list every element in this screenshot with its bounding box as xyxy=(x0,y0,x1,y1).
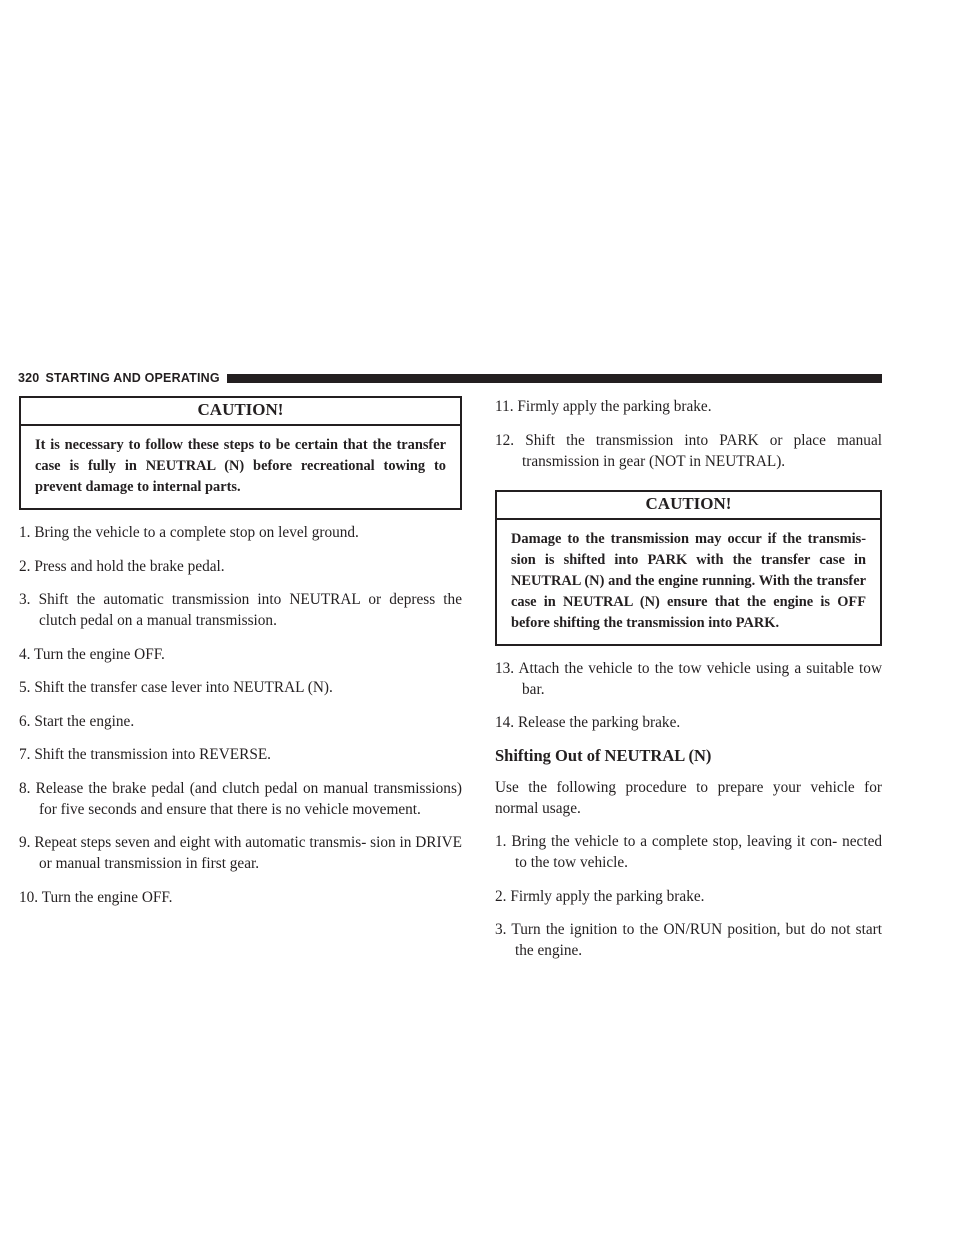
list-item: 3. Turn the ignition to the ON/RUN position, but do not start the engine. xyxy=(495,921,882,959)
section-heading: Shifting Out of NEUTRAL (N) xyxy=(495,745,712,765)
list-item: 1. Bring the vehicle to a complete stop, leaving it con- nected to the tow vehicle. xyxy=(495,833,883,871)
list-item: 14. Release the parking brake. xyxy=(495,714,681,731)
list-item: 7. Shift the transmission into REVERSE. xyxy=(19,746,271,763)
list-item: 8. Release the brake pedal (and clutch pedal on manual transmissions) for five seconds and ensure that there is no vehicle movement. xyxy=(19,779,463,818)
intro-paragraph: Use the following procedure to prepare your vehicle for normal usage. xyxy=(495,778,882,817)
section-title: STARTING AND OPERATING xyxy=(45,371,220,385)
right-column xyxy=(495,396,882,974)
caution-text: Damage to the transmission may occur if the transmis- sion is shifted into PARK with the transfer case in NEUTRAL (N) and the engine running. With the transfer case in NEUTRAL (N) ensure that the engine is OFF before shifting the transmission into PARK. xyxy=(511,530,866,631)
list-item: 4. Turn the engine OFF. xyxy=(19,645,165,663)
step-list xyxy=(495,831,882,961)
left-column xyxy=(19,396,462,920)
list-item: 13. Attach the vehicle to the tow vehicle using a suitable tow bar. xyxy=(495,659,883,698)
list-item: 11. Firmly apply the parking brake. xyxy=(495,398,712,415)
caution-box xyxy=(495,490,882,646)
list-item: 1. Bring the vehicle to a complete stop on level ground. xyxy=(19,524,359,541)
caution-box xyxy=(19,396,462,510)
caution-title: CAUTION! xyxy=(21,398,460,426)
list-item: 2. Firmly apply the parking brake. xyxy=(495,887,705,905)
list-item: 5. Shift the transfer case lever into NEUTRAL (N). xyxy=(19,679,333,696)
list-item: 6. Start the engine. xyxy=(19,712,135,730)
list-item: 3. Shift the automatic transmission into NEUTRAL or depress the clutch pedal on a manual transmission. xyxy=(19,591,462,629)
list-item: 9. Repeat steps seven and eight with automatic transmis- sion in DRIVE or manual transmission in first gear. xyxy=(19,834,462,872)
header-rule xyxy=(227,374,882,383)
caution-text: It is necessary to follow these steps to be certain that the transfer case is fully in NEUTRAL (N) before recreational towing to prevent damage to internal parts. xyxy=(35,437,446,495)
list-item: 10. Turn the engine OFF. xyxy=(19,888,173,906)
page-number: 320 xyxy=(18,371,40,385)
step-list xyxy=(19,522,462,908)
page-header xyxy=(18,371,882,385)
step-list xyxy=(495,658,882,734)
caution-title: CAUTION! xyxy=(497,492,880,520)
step-list xyxy=(495,396,882,472)
list-item: 2. Press and hold the brake pedal. xyxy=(19,557,225,575)
list-item: 12. Shift the transmission into PARK or place manual transmission in gear (NOT in NEUTRAL). xyxy=(495,431,882,470)
